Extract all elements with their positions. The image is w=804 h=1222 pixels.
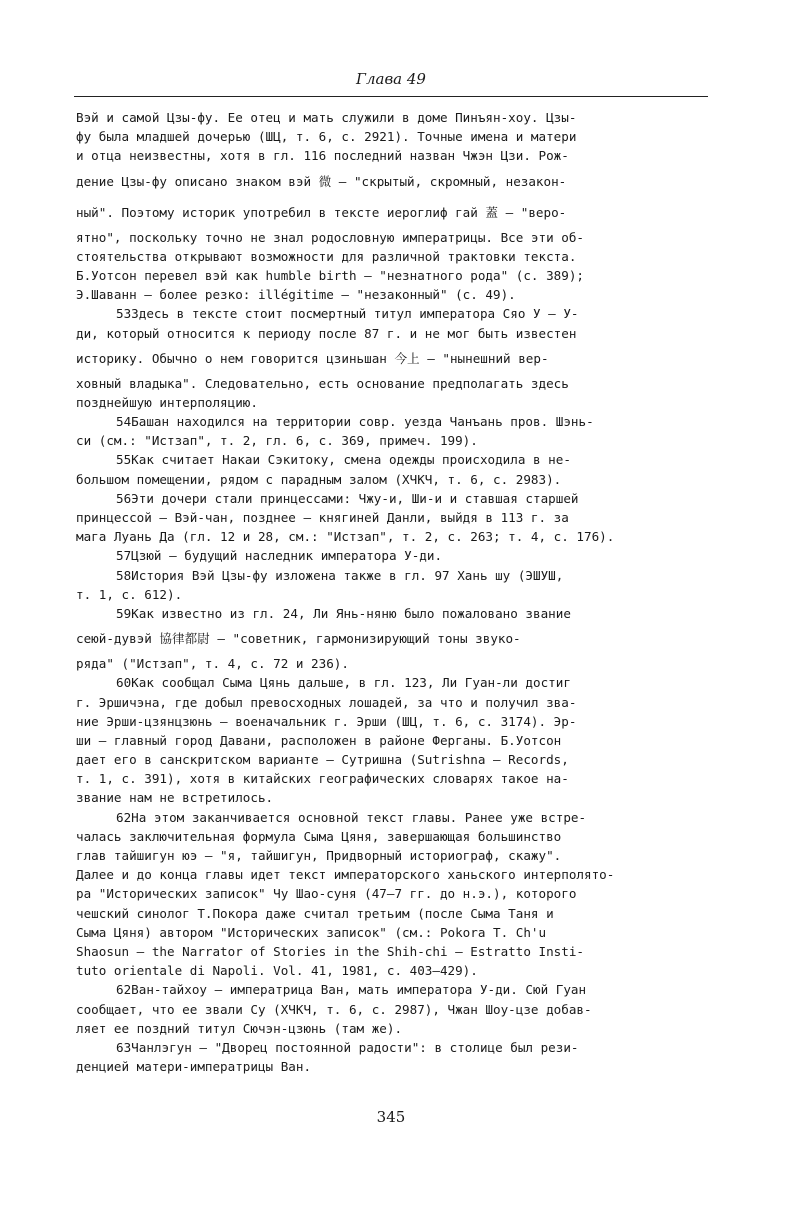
text-line: Вэй и самой Цзы-фу. Ее отец и мать служили в доме Пинъян-хоу. Цзы- <box>76 110 577 125</box>
text-line: сеюй-дувэй 協律都尉 – "советник, гармонизирующий тоны звуко- <box>76 631 521 647</box>
note-58: 58История Вэй Цзы-фу изложена также в гл. 97 Хань шу (ЭШУШ, <box>116 567 564 583</box>
note-54: 54Башан находился на территории совр. уезда Чанъань пров. Шэнь- <box>116 414 594 430</box>
page-number: 345 <box>376 1108 406 1126</box>
text-line: ный". Поэтому историк употребил в тексте иероглиф гай 蓋 – "веро- <box>76 204 567 220</box>
text-line: чешский синолог Т.Покора даже считал третьим (после Сыма Таня и <box>76 905 554 921</box>
text-line: г. Эршичэна, где добыл превосходных лошадей, за что и получил зва- <box>76 694 577 710</box>
text-line: позднейшую интерполяцию. <box>76 394 258 410</box>
text-line: дение Цзы-фу описано знаком вэй 微 – "скрытый, скромный, незакон- <box>76 173 567 189</box>
text-line: ра "Исторических записок" Чу Шао-суня (47–7 гг. до н.э.), которого <box>76 886 577 902</box>
note-53: 53Здесь в тексте стоит посмертный титул императора Сяо У – У- <box>116 306 579 322</box>
text-line: ши – главный город Давани, расположен в районе Ферганы. Б.Уотсон <box>76 732 562 748</box>
text-line: стоятельства открывают возможности для различной трактовки текста. <box>76 248 577 264</box>
text-line: звание нам не встретилось. <box>76 790 274 806</box>
text-line: и отца неизвестны, хотя в гл. 116 последний назван Чжэн Цзи. Рож- <box>76 148 569 164</box>
text-line: чалась заключительная формула Сыма Цяня, завершающая большинство <box>76 828 562 844</box>
text-line: ряда" ("Истзап", т. 4, с. 72 и 236). <box>76 656 349 672</box>
text-line: фу была младшей дочерью (ШЦ, т. 6, с. 2921). Точные имена и матери <box>76 129 577 145</box>
note-63: 63Чанлэгун – "Дворец постоянной радости": в столице был рези- <box>116 1039 579 1055</box>
text-line: дает его в санскритском варианте – Сутришна (Sutrishna – Records, <box>76 752 569 768</box>
text-line: си (см.: "Истзап", т. 2, гл. 6, с. 369, примеч. 199). <box>76 433 478 449</box>
text-line: ди, который относится к периоду после 87 г. и не мог быть известен <box>76 325 577 341</box>
text-line: глав тайшигун юэ – "я, тайшигун, Придворный историограф, скажу". <box>76 848 562 863</box>
note-62: 62На этом заканчивается основной текст главы. Ранее уже встре- <box>116 809 587 825</box>
text-line: историку. Обычно о нем говорится цзиньшан 今上 – "нынешний вер- <box>76 350 549 366</box>
text-line: т. 1, с. 391), хотя в китайских географических словарях такое на- <box>76 771 569 787</box>
note-60: 60Как сообщал Сыма Цянь дальше, в гл. 123, Ли Гуан-ли достиг <box>116 675 571 691</box>
text-line: Сыма Цяня) автором "Исторических записок" (см.: Pokora T. Ch'u <box>76 924 547 940</box>
text-line: ятно", поскольку точно не знал родословную императрицы. Все эти об- <box>76 229 584 245</box>
note-57: 57Цзюй – будущий наследник императора У-ди. <box>116 548 443 564</box>
text-line: tuto orientale di Napoli. Vol. 41, 1981, c. 403–429). <box>76 963 478 979</box>
note-56: 56Эти дочери стали принцессами: Чжу-и, Ши-и и ставшая старшей <box>116 490 579 506</box>
text-line: ние Эрши-цзянцзюнь – военачальник г. Эрши (ШЦ, т. 6, с. 3174). Эр- <box>76 713 577 729</box>
text-line: принцессой – Вэй-чан, позднее – княгиней Данли, выйдя в 113 г. за <box>76 510 569 525</box>
chapter-header: Глава 49 <box>356 70 426 88</box>
note-62b: 62Ван-тайхоу – императрица Ван, мать императора У-ди. Сюй Гуан <box>116 982 587 998</box>
text-line: сообщает, что ее звали Су (ХЧКЧ, т. 6, с. 2987), Чжан Шоу-цзе добав- <box>76 1001 592 1017</box>
note-55: 55Как считает Накаи Сэкитоку, смена одежды происходила в не- <box>116 452 571 468</box>
text-line: Э.Шаванн – более резко: illégitime – "незаконный" (с. 49). <box>76 287 516 303</box>
text-line: ховный владыка". Следовательно, есть основание предполагать здесь <box>76 375 569 391</box>
text-line: т. 1, с. 612). <box>76 586 183 602</box>
text-line: Далее и до конца главы идет текст императорского ханьского интерполято- <box>76 867 615 883</box>
text-line: денцией матери-императрицы Ван. <box>76 1059 312 1075</box>
text-line: Shaosun – the Narrator of Stories in the Shih-chi – Estratto Insti- <box>76 943 584 959</box>
notes-text <box>76 108 708 1076</box>
header-rule <box>74 96 708 97</box>
text-line: Б.Уотсон перевел вэй как humble birth – "незнатного рода" (с. 389); <box>76 267 584 283</box>
text-line: ляет ее поздний титул Сючэн-цзюнь (там же). <box>76 1020 403 1036</box>
text-line: мага Луань Да (гл. 12 и 28, см.: "Истзап", т. 2, с. 263; т. 4, с. 176). <box>76 529 615 545</box>
text-line: большом помещении, рядом с парадным залом (ХЧКЧ, т. 6, с. 2983). <box>76 471 562 487</box>
note-59: 59Как известно из гл. 24, Ли Янь-няню было пожаловано звание <box>116 605 571 621</box>
